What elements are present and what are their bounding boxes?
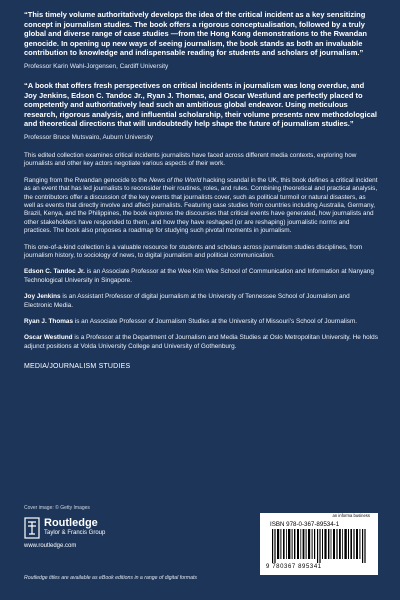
author-bio bbox=[24, 318, 378, 326]
back-cover-footer bbox=[24, 505, 378, 595]
endorsement-quote-1: “This timely volume authoritatively develops the idea of the critical incident as a key sensitizing concept in journalism studies. The book offers a rigorous conceptualisation, followed by a truly global and diverse range of case studies —from the Hong Kong demonstrations to the Rwandan genocide. In opening up new ways of seeing journalism, the book stands as both an invaluable contribution to knowledge and indispensable reading for students and scholars of journalism.” bbox=[24, 10, 367, 58]
publisher-subtitle: Taylor & Francis Group bbox=[44, 530, 106, 536]
endorsement-attribution-2: Professor Bruce Mutsvairo, Auburn University bbox=[24, 133, 153, 141]
barcode-digits: 9 780367 895341 bbox=[266, 564, 322, 570]
author-bio-text: is an Associate Professor at the Wee Kim Wee School of Communication and Information at Nanyang Technological University in Singapore. bbox=[24, 268, 374, 284]
author-bio bbox=[24, 293, 378, 310]
isbn-number: ISBN 978-0-367-89534-1 bbox=[270, 521, 340, 528]
publisher-url: www.routledge.com bbox=[24, 543, 77, 549]
endorsement-quote-2: “A book that offers fresh perspectives on critical incidents in journalism was long overdue, and Joy Jenkins, Edson C. Tandoc Jr., Ryan J. Thomas, and Oscar Westlund are perfectly placed to competently and authoritatively lead such an ambitious global endeavor. Using meticulous research, rigorous analysis, and influential scholarship, their volume presents new methodological and theoretical directions that will undoubtedly help shape the future of journalism studies.” bbox=[24, 80, 378, 129]
author-bio-text: is an Assistant Professor of digital journalism at the University of Tennessee School of Journalism and Electronic Media. bbox=[24, 293, 350, 309]
description-paragraph-2 bbox=[24, 177, 378, 236]
author-name: Oscar Westlund bbox=[24, 334, 73, 342]
author-bio bbox=[24, 268, 378, 285]
author-name: Edson C. Tandoc Jr. bbox=[24, 268, 85, 276]
isbn-barcode-panel bbox=[260, 513, 378, 575]
subject-category: MEDIA/JOURNALISM STUDIES bbox=[24, 363, 131, 371]
cover-image-credit: Cover image: © Getty Images bbox=[24, 505, 90, 511]
author-name: Joy Jenkins bbox=[24, 293, 61, 301]
endorsement-attribution-1: Professor Karin Wahl-Jorgensen, Cardiff University bbox=[24, 62, 169, 70]
publisher-brand bbox=[24, 517, 194, 557]
author-bio bbox=[24, 334, 378, 351]
description-text: Ranging from the Rwandan genocide to the bbox=[24, 176, 150, 184]
informa-label: an informa business bbox=[332, 513, 370, 518]
description-paragraph-1: This edited collection examines critical incidents journalists have faced across different media contexts, exploring how journalists and other key actors negotiate various aspects of their work. bbox=[24, 151, 357, 168]
author-name: Ryan J. Thomas bbox=[24, 318, 74, 326]
publisher-name: Routledge bbox=[44, 517, 98, 529]
author-bio-text: is a Professor at the Department of Journalism and Media Studies at Oslo Metropolitan University. He holds adjunct positions at Volda University College and University of Gothenburg. bbox=[24, 334, 378, 350]
publication-title: News of the World bbox=[149, 176, 202, 184]
barcode-icon bbox=[270, 529, 368, 563]
routledge-logo-icon bbox=[24, 517, 40, 539]
back-cover-text bbox=[24, 10, 378, 370]
description-text: hacking scandal in the UK, this book defines a critical incident as an event that has led journalists to reconsider their routines, roles, and rules. Combining theoretical and practical analysis, the contributors offer a discussion of the key events that journalists cover, such as political turmoil or natural disasters, as well as events that directly involve and affect journalists. Featuring case studies from countries including Australia, Germany, Brazil, Kenya, and the Philippines, the book explores the discourses that critical events have generated, how journalists and other stakeholders have responded to them, and how they have reshaped (or are reshaping) journalistic norms and practices. The book also proposes a roadmap for studying such pivotal moments in journalism. bbox=[24, 176, 378, 235]
author-bio-text: is an Associate Professor of Journalism Studies at the University of Missouri’s School of Journalism. bbox=[73, 318, 358, 326]
description-paragraph-3: This one-of-a-kind collection is a valuable resource for students and scholars across journalism studies disciplines, from journalism history, to sociology of news, to digital journalism and political communication. bbox=[24, 243, 363, 259]
ebook-note: Routledge titles are available as eBook editions in a range of digital formats bbox=[24, 575, 198, 581]
